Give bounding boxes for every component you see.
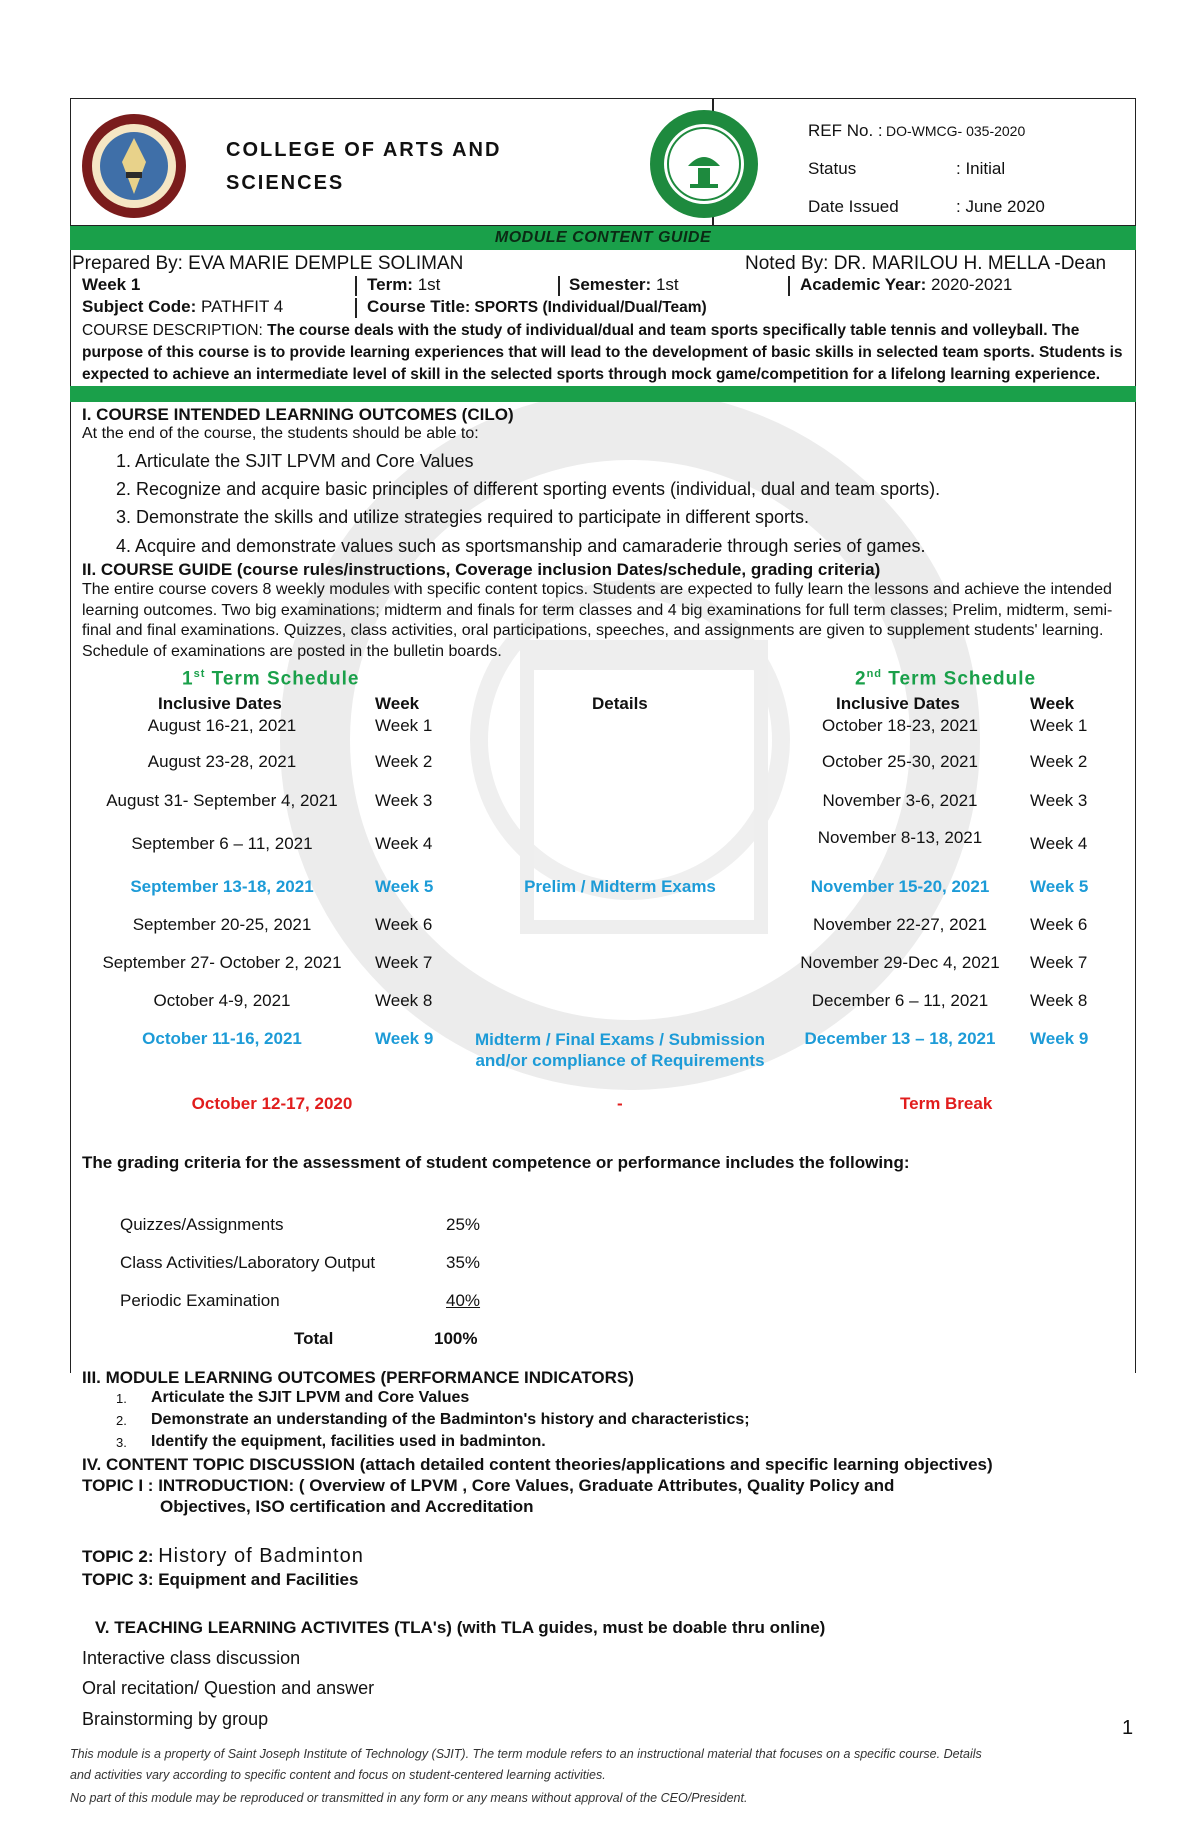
col-head-details: Details: [592, 694, 648, 713]
term2-week: Week 1: [1030, 716, 1088, 735]
grading-total-value: 100%: [434, 1329, 478, 1348]
term1-date: August 23-28, 2021: [147, 752, 297, 771]
col-head-dates-2: Inclusive Dates: [836, 694, 960, 713]
tla-item: Oral recitation/ Question and answer: [82, 1678, 375, 1698]
ref-label: REF No. :: [808, 121, 883, 140]
term2-week: Week 8: [1030, 991, 1088, 1010]
final-exam-details: Midterm / Final Exams / Submission and/or compliance of Requirements: [474, 1030, 765, 1070]
week-label: Week 1: [82, 275, 141, 294]
term2-date: November 22-27, 2021: [813, 915, 987, 934]
term1-date: August 31- September 4, 2021: [106, 791, 338, 810]
subject-code-field: Subject Code: PATHFIT 4: [82, 297, 284, 316]
term2-week: Week 3: [1030, 791, 1088, 810]
term2-schedule-heading: 2nd Term Schedule: [855, 668, 1037, 690]
col-head-dates-1: Inclusive Dates: [158, 694, 282, 713]
course-title-field: Course Title: SPORTS (Individual/Dual/Team): [367, 297, 707, 316]
term2-date: December 6 – 11, 2021: [811, 991, 989, 1010]
college-name: COLLEGE OF ARTS AND SCIENCES: [226, 139, 502, 194]
mlo-title: III. MODULE LEARNING OUTCOMES (PERFORMANCE INDICATORS): [82, 1368, 634, 1387]
grading-intro: The grading criteria for the assessment of student competence or performance includes the following:: [82, 1153, 910, 1172]
cilo-item: 3. Demonstrate the skills and utilize strategies required to participate in different sports.: [116, 507, 810, 527]
term1-week: Week 8: [375, 991, 433, 1010]
term2-week-exam: Week 5: [1030, 877, 1089, 896]
topic-1-cont: Objectives, ISO certification and Accreditation: [160, 1497, 534, 1516]
course-description: COURSE DESCRIPTION: The course deals with the study of individual/dual and team sports specifically table tennis and volleyball. The purpose of this course is to provide learning experiences that will lead to the development of basic skills in selected team sports. Students is expected to achieve an intermediate level of skill in the selected sports through mock game/competition for a lifelong learning experience.: [82, 322, 1123, 383]
grading-item-label: Class Activities/Laboratory Output: [120, 1253, 376, 1272]
term1-date-exam: October 11-16, 2021: [142, 1029, 302, 1048]
module-content-guide-band: MODULE CONTENT GUIDE: [70, 226, 1136, 250]
tla-item: Brainstorming by group: [82, 1709, 269, 1729]
green-divider: [70, 386, 1136, 402]
grading-item-value: 40%: [446, 1291, 481, 1310]
topic-1: TOPIC I : INTRODUCTION: ( Overview of LPVM , Core Values, Graduate Attributes, Quality Policy and: [82, 1476, 895, 1495]
term2-week: Week 7: [1030, 953, 1088, 972]
col-head-week-1: Week: [375, 694, 420, 713]
grading-item-label: Quizzes/Assignments: [120, 1215, 284, 1234]
cilo-item: 2. Recognize and acquire basic principles of different sporting events (individual, dual and team sports).: [116, 479, 941, 499]
status-value: : Initial: [956, 159, 1006, 178]
term1-date: October 4-9, 2021: [153, 991, 291, 1010]
content-topic-title: IV. CONTENT TOPIC DISCUSSION (attach detailed content theories/applications and specific learning objectives): [82, 1455, 993, 1474]
course-guide-title: II. COURSE GUIDE (course rules/instructions, Coverage inclusion Dates/schedule, grading criteria): [82, 560, 881, 579]
term1-week-exam: Week 5: [375, 877, 434, 896]
cilo-item: 1. Articulate the SJIT LPVM and Core Values: [116, 451, 474, 471]
tla-title: V. TEACHING LEARNING ACTIVITES (TLA's) (with TLA guides, must be doable thru online): [95, 1618, 826, 1637]
term2-date: November 8-13, 2021: [817, 828, 983, 847]
academic-year-field: Academic Year: 2020-2021: [800, 275, 1013, 294]
semester-field: Semester: 1st: [569, 275, 679, 294]
course-guide-text: The entire course covers 8 weekly modules with specific content topics. Students are expected to fully learn the lessons and achieve the intended learning outcomes. Two big examinations; midterm and finals for term classes and 4 big examinations for full term classes; Prelim, midterm, semi-final and final examinations. Quizzes, class activities, oral participations, speeches, and assignments are given to supplement students' learning. Schedule of examinations are posted in the bulletin boards.: [82, 581, 1113, 660]
header: [70, 98, 1136, 226]
mlo-item: Demonstrate an understanding of the Badminton's history and characteristics;: [151, 1411, 750, 1428]
term1-week: Week 7: [375, 953, 433, 972]
term1-week: Week 3: [375, 791, 433, 810]
term2-date: October 25-30, 2021: [822, 752, 978, 771]
date-issued-label: Date Issued: [808, 197, 899, 216]
term1-date-exam: September 13-18, 2021: [130, 877, 314, 896]
col-head-week-2: Week: [1030, 694, 1075, 713]
mlo-item: Identify the equipment, facilities used in badminton.: [151, 1433, 546, 1450]
tla-item: Interactive class discussion: [82, 1648, 301, 1668]
college-seal-icon: [80, 112, 188, 220]
page-number: 1: [1122, 1717, 1134, 1739]
topic-2: TOPIC 2: History of Badminton: [82, 1545, 364, 1567]
cilo-title: I. COURSE INTENDED LEARNING OUTCOMES (CILO): [82, 405, 514, 424]
date-issued-value: : June 2020: [956, 197, 1045, 216]
term1-date: September 6 – 11, 2021: [131, 834, 313, 853]
cilo-item: 4. Acquire and demonstrate values such as sportsmanship and camaraderie through series of games.: [116, 536, 926, 556]
noted-by: Noted By: DR. MARILOU H. MELLA -Dean: [745, 253, 1107, 274]
term2-date-exam: December 13 – 18, 2021: [804, 1029, 996, 1048]
term2-week: Week 6: [1030, 915, 1088, 934]
term1-week-exam: Week 9: [375, 1029, 434, 1048]
grading-item-value: 35%: [446, 1253, 481, 1272]
term2-date: November 3-6, 2021: [822, 791, 978, 810]
term1-week: Week 4: [375, 834, 433, 853]
term2-week: Week 2: [1030, 752, 1088, 771]
exam-details: Prelim / Midterm Exams: [524, 877, 716, 896]
grading-total-label: Total: [294, 1329, 334, 1348]
footer-line: This module is a property of Saint Joseph Institute of Technology (SJIT). The term module refers to an instructional material that focuses on a specific course. Details: [70, 1747, 982, 1761]
term2-week-exam: Week 9: [1030, 1029, 1089, 1048]
term1-week: Week 1: [375, 716, 433, 735]
term2-date: November 29-Dec 4, 2021: [800, 953, 1000, 972]
term1-date: September 27- October 2, 2021: [102, 953, 342, 972]
term-field: Term: 1st: [367, 275, 441, 294]
term1-date: September 20-25, 2021: [132, 915, 312, 934]
footer-line: and activities vary according to specific content and focus on student-centered learning activities.: [70, 1768, 606, 1782]
term2-week: Week 4: [1030, 834, 1088, 853]
term1-week: Week 2: [375, 752, 433, 771]
grading-item-label: Periodic Examination: [120, 1291, 280, 1310]
term-break-dash: -: [617, 1094, 623, 1113]
ref-block: [808, 112, 1128, 226]
cilo-intro: At the end of the course, the students should be able to:: [82, 425, 479, 442]
term-break-label: Term Break: [900, 1094, 993, 1113]
term-break-dates: October 12-17, 2020: [191, 1094, 353, 1113]
term2-date-exam: November 15-20, 2021: [810, 877, 990, 896]
institute-seal-icon: [648, 108, 760, 220]
footer-line: No part of this module may be reproduced or transmitted in any form or any means without approval of the CEO/President.: [70, 1791, 748, 1805]
term1-week: Week 6: [375, 915, 433, 934]
term1-date: August 16-21, 2021: [147, 716, 297, 735]
ref-value: DO-WMCG- 035-2020: [886, 123, 1026, 139]
term1-schedule-heading: 1st Term Schedule: [182, 668, 360, 690]
prepared-by: Prepared By: EVA MARIE DEMPLE SOLIMAN: [72, 253, 464, 274]
mlo-item: Articulate the SJIT LPVM and Core Values: [151, 1389, 470, 1406]
grading-item-value: 25%: [446, 1215, 481, 1234]
status-label: Status: [808, 159, 857, 178]
topic-3: TOPIC 3: Equipment and Facilities: [82, 1570, 359, 1589]
term2-date: October 18-23, 2021: [822, 716, 978, 735]
page: COLLEGE OF ARTS AND SCIENCES REF No. : DO-WMCG- 035-2020 Status : Initial Date Issued : June 2020 MODULE CONTENT GUIDE Prepared By: EVA MARIE DEMPLE SOLIMAN Noted By: DR. MARILOU H. MELLA -Dean Week 1 Term: 1st Semester: 1st Academic Year: 2020-2021 Subject Code: PATHFIT 4 Course Title: SPORTS (Individual/Dual/Team) COURSE DESCRIPTION: The course deals with the study of individual/dual and team sports specifically table tennis and volleyball. The purpose of this course is to provide learning experiences that will lead to the development of basic skills in selected team sports. Students is expected to achieve an intermediate level of skill in the selected sports through mock game/competition for a lifelong learning experience. I. COURSE INTENDED LEARNING OUTCOMES (CILO) At the end of the course, the students should be able to: 1. Articulate the SJIT LPVM and Core Values 2. Recognize and acquire basic principles of different sporting events (individual, dual and team sports). 3. Demonstrate the skills and utilize strategies required to participate in different sports. 4. Acquire and demonstrate values such as sportsmanship and camaraderie through series of games. II. COURSE GUIDE (course rules/instructions, Coverage inclusion Dates/schedule, grading criteria) The entire course covers 8 weekly modules with specific content topics. Students are expected to fully learn the lessons and achieve the intended learning outcomes. Two big examinations; midterm and finals for term classes and 4 big examinations for full term classes; Prelim, midterm, semi-final and final examinations. Quizzes, class activities, oral participations, speeches, and assignments are given to supplement students' learning. Schedule of examinations are posted in the bulletin boards. 1st Term Schedule 2nd Term Schedule Inclusive Dates Week Details Inclusive Dates Week August 16-21, 2021 Week 1 October 18-23, 2021 Week 1 August 23-28, 2021 Week 2 October 25-30, 2021 Week 2 August 31- September 4, 2021 Week 3 November 3-6, 2021 Week 3 September 6 – 11, 2021 Week 4 November 8-13, 2021 Week 4 September 13-18, 2021 Week 5 Prelim / Midterm Exams November 15-20, 2021 Week 5 September 20-25, 2021 Week 6 November 22-27, 2021 Week 6 September 27- October 2, 2021 Week 7 November 29-Dec 4, 2021 Week 7 October 4-9, 2021 Week 8 December 6 – 11, 2021 Week 8 October 11-16, 2021 Week 9 Midterm / Final Exams / Submission and/or compliance of Requirements December 13 – 18, 2021 Week 9 October 12-17, 2020 - Term Break The grading criteria for the assessment of student competence or performance includes the following: Quizzes/Assignments 25% Class Activities/Laboratory Output 35% Periodic Examination 40% Total 100% III. MODULE LEARNING OUTCOMES (PERFORMANCE INDICATORS) 1. Articulate the SJIT LPVM and Core Values 2. Demonstrate an understanding of the Badminton's history and characteristics; 3. Identify the equipment, facilities used in badminton. IV. CONTENT TOPIC DISCUSSION (attach detailed content theories/applications and specific learning objectives) TOPIC I : INTRODUCTION: ( Overview of LPVM , Core Values, Graduate Attributes, Quality Policy and Objectives, ISO certification and Accreditation TOPIC 2: History of Badminton TOPIC 3: Equipment and Facilities V. TEACHING LEARNING ACTIVITES (TLA's) (with TLA guides, must be doable thru online) Interactive class discussion Oral recitation/ Question and answer Brainstorming by group 1 This module is a property of Saint Joseph Institute of Technology (SJIT). The term module refers to an instructional material that focuses on a specific course. Details and activities vary according to specific content and focus on student-centered learning activities. No part of this module may be reproduced or transmitted in any form or any means without approval of the CEO/President.: [0, 0, 1200, 1835]
